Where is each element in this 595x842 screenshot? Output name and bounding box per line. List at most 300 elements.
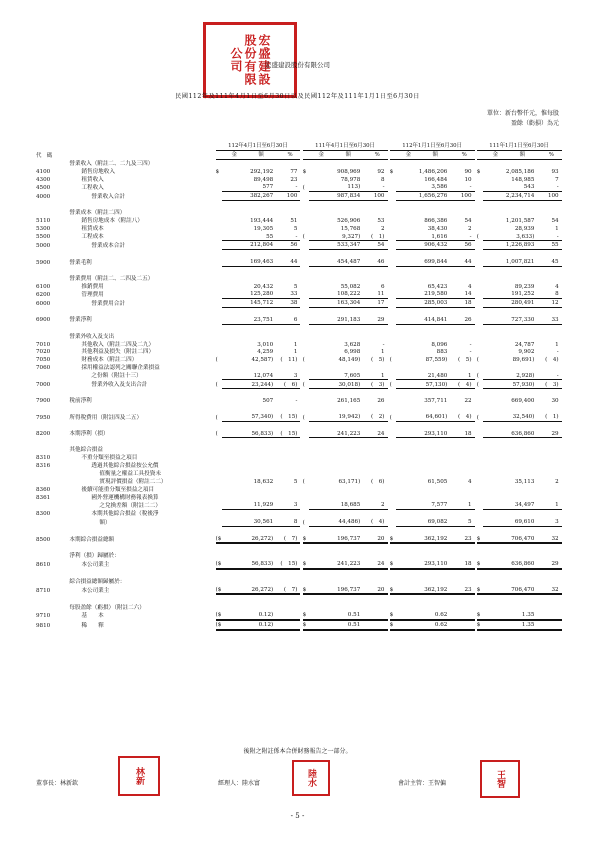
percent-cell: 4 xyxy=(468,478,472,485)
amount-cell: 23,244) xyxy=(222,380,273,389)
amount-cell: 19,305 xyxy=(253,225,274,232)
percent-cell: ( 4) xyxy=(454,380,475,389)
percent-cell: 2 xyxy=(555,478,559,485)
footnote: 後附之附註係本合併財務報告之一部分。 xyxy=(243,748,352,755)
amount-cell xyxy=(483,200,534,208)
amount-cell xyxy=(309,509,360,517)
amount-cell xyxy=(483,389,534,397)
table-row xyxy=(36,249,564,257)
percent-cell xyxy=(454,200,475,208)
row-code: 9710 xyxy=(36,613,51,620)
percent-cell xyxy=(367,620,388,630)
percent-cell: - xyxy=(454,232,475,240)
percent-cell: ( 6) xyxy=(280,380,301,389)
amount-cell: 1,201,587 xyxy=(505,217,535,224)
percent-cell xyxy=(367,543,388,552)
percent-cell: 12 xyxy=(541,299,562,308)
percent-cell: ( 4) xyxy=(454,413,475,421)
percent-cell xyxy=(541,493,562,501)
table-row xyxy=(36,470,564,478)
amount-cell xyxy=(309,552,360,560)
percent-cell: 4 xyxy=(555,283,559,290)
percent-cell xyxy=(454,594,475,603)
amount-cell xyxy=(222,324,273,332)
row-code xyxy=(36,266,65,274)
amount-cell: 219,580 xyxy=(396,290,447,298)
amount-cell xyxy=(222,470,273,478)
amount-cell xyxy=(396,307,447,315)
amount-cell xyxy=(309,578,360,586)
amount-cell xyxy=(396,485,447,493)
row-label: 營業外收入及支出合計 xyxy=(91,382,148,389)
amount-cell xyxy=(222,364,273,372)
amount-cell: 908,969 xyxy=(337,168,361,175)
percent-cell xyxy=(541,552,562,560)
row-code: 4100 xyxy=(36,168,51,175)
row-code xyxy=(36,372,65,380)
amount-cell: 0.51 xyxy=(309,620,360,630)
percent-cell: 29 xyxy=(541,430,562,438)
currency-symbol: ( xyxy=(389,382,392,389)
row-code xyxy=(36,578,65,586)
table-row xyxy=(36,232,564,240)
percent-cell xyxy=(280,594,301,603)
row-label: 本期其他綜合損益（稅後淨 xyxy=(91,511,159,518)
amount-cell xyxy=(483,526,534,534)
row-code: 6100 xyxy=(36,283,51,290)
amount-header: 金 額 xyxy=(390,150,454,159)
table-row xyxy=(36,518,564,526)
amount-cell xyxy=(483,275,534,283)
amount-cell xyxy=(483,543,534,552)
amount-cell: 362,192 xyxy=(396,586,447,595)
percent-cell: 100 xyxy=(541,192,562,201)
percent-cell xyxy=(541,405,562,413)
table-row xyxy=(36,324,564,332)
amount-cell: 18,685 xyxy=(309,501,360,509)
currency-symbol: ( xyxy=(302,357,305,364)
row-label: 其他綜合損益 xyxy=(69,447,103,454)
percent-cell: ( 15) xyxy=(280,430,301,438)
amount-cell xyxy=(483,446,534,454)
currency-symbol: $ xyxy=(477,620,484,630)
row-label xyxy=(65,266,215,274)
page-number: - 5 - xyxy=(290,812,305,820)
percent-cell: 4 xyxy=(468,283,472,290)
currency-symbol: $ xyxy=(390,611,397,620)
amount-cell xyxy=(396,446,447,454)
table-row xyxy=(36,168,564,176)
percent-cell xyxy=(454,438,475,446)
percent-cell: ( 1) xyxy=(367,232,388,240)
table-row xyxy=(36,275,564,283)
amount-cell: 57,930) xyxy=(483,380,534,389)
percent-cell xyxy=(541,594,562,603)
accountant-signature: 會計主管：王智偏 xyxy=(398,780,447,787)
percent-cell xyxy=(454,389,475,397)
percent-cell: ( 5) xyxy=(370,357,385,364)
amount-cell: 706,470 xyxy=(483,535,534,544)
percent-cell xyxy=(541,249,562,257)
table-row xyxy=(36,413,564,421)
row-code: 7020 xyxy=(36,349,51,356)
row-label xyxy=(65,526,215,534)
amount-cell xyxy=(483,332,534,340)
period-header-3: 112年1月1日至6月30日 xyxy=(390,142,475,150)
percent-cell: ( 3) xyxy=(541,380,562,389)
amount-cell xyxy=(396,454,447,462)
row-code xyxy=(36,324,65,332)
amount-cell: 987,834 xyxy=(309,192,360,201)
row-code xyxy=(36,526,65,534)
percent-cell: ( 7) xyxy=(280,586,301,595)
row-label: 營業費用合計 xyxy=(91,300,125,307)
row-code: 5000 xyxy=(36,242,51,249)
amount-cell xyxy=(396,552,447,560)
amount-cell: 28,939 xyxy=(514,225,535,232)
table-row xyxy=(36,316,564,324)
table-row xyxy=(36,348,564,356)
percent-cell: - xyxy=(469,341,472,348)
row-code: 7010 xyxy=(36,341,51,348)
row-code xyxy=(36,389,65,397)
amount-cell xyxy=(222,438,273,446)
amount-cell: 1,486,206 xyxy=(418,168,448,175)
row-code xyxy=(36,275,65,283)
currency-symbol: $ xyxy=(389,168,394,175)
amount-cell xyxy=(309,332,360,340)
percent-cell xyxy=(454,485,475,493)
table-row xyxy=(36,282,564,290)
amount-cell xyxy=(309,493,360,501)
percent-cell xyxy=(367,389,388,397)
currency-symbol: $ xyxy=(303,620,310,630)
row-label: 管理費用 xyxy=(81,291,104,298)
amount-cell xyxy=(396,332,447,340)
amount-cell: 533,347 xyxy=(309,241,360,250)
row-label xyxy=(65,249,215,257)
amount-cell xyxy=(222,275,273,283)
percent-cell xyxy=(280,200,301,208)
percent-cell xyxy=(454,332,475,340)
currency-symbol: ( xyxy=(302,478,305,485)
percent-cell xyxy=(280,485,301,493)
percent-cell xyxy=(367,569,388,578)
currency-symbol: ( xyxy=(302,519,305,526)
amount-cell: 56,833) xyxy=(222,430,273,438)
currency-symbol: ( xyxy=(215,357,218,364)
amount-cell: 636,860 xyxy=(483,560,534,569)
table-row xyxy=(36,372,564,380)
currency-symbol: ( xyxy=(476,382,479,389)
amount-cell: 291,183 xyxy=(309,316,360,324)
row-label: 值衡量之權益工具投資未 xyxy=(99,471,161,477)
amount-cell xyxy=(396,493,447,501)
amount-cell xyxy=(309,470,360,478)
percent-cell xyxy=(367,446,388,454)
percent-cell: - xyxy=(454,183,475,191)
amount-cell xyxy=(396,275,447,283)
row-code: 5110 xyxy=(36,217,51,224)
table-row xyxy=(36,159,564,167)
amount-cell: 2,928) xyxy=(483,372,534,380)
table-row xyxy=(36,594,564,603)
percent-cell xyxy=(367,364,388,372)
percent-cell xyxy=(280,209,301,217)
amount-cell xyxy=(396,159,447,167)
percent-cell xyxy=(280,266,301,274)
percent-cell xyxy=(367,249,388,257)
percent-cell: 56 xyxy=(280,241,301,250)
row-code xyxy=(36,552,65,560)
amount-cell: 526,906 xyxy=(337,217,361,224)
unit-note-1: 單位：新台幣仟元，惟每股 xyxy=(486,110,559,117)
percent-cell: 100 xyxy=(367,192,388,201)
amount-cell xyxy=(222,200,273,208)
percent-cell xyxy=(541,307,562,315)
row-code: 8300 xyxy=(36,511,51,518)
percent-cell xyxy=(280,446,301,454)
row-label xyxy=(65,438,215,446)
percent-cell xyxy=(367,332,388,340)
percent-cell: 6 xyxy=(380,283,385,290)
pct-header: % xyxy=(367,150,388,159)
amount-cell xyxy=(483,307,534,315)
currency-symbol: $ xyxy=(303,611,310,620)
percent-cell xyxy=(541,332,562,340)
amount-cell xyxy=(222,209,273,217)
percent-cell xyxy=(541,454,562,462)
percent-cell: 53 xyxy=(377,217,385,224)
amount-cell: 108,222 xyxy=(309,290,360,298)
amount-cell xyxy=(396,526,447,534)
percent-cell: 38 xyxy=(280,299,301,308)
percent-cell xyxy=(541,266,562,274)
percent-cell xyxy=(280,552,301,560)
row-code xyxy=(36,446,65,454)
amount-cell xyxy=(396,569,447,578)
percent-cell xyxy=(367,307,388,315)
row-label: 額） xyxy=(99,519,111,526)
percent-cell xyxy=(367,578,388,586)
percent-cell: 18 xyxy=(454,430,475,438)
table-row xyxy=(36,552,564,560)
percent-cell: 8 xyxy=(380,176,385,183)
table-row xyxy=(36,454,564,462)
percent-cell: - xyxy=(295,398,298,405)
amount-cell xyxy=(309,446,360,454)
percent-cell: 33 xyxy=(280,290,301,298)
amount-cell: 507 xyxy=(262,398,274,405)
percent-cell: 23 xyxy=(454,586,475,595)
row-label xyxy=(65,543,215,552)
percent-cell xyxy=(454,493,475,501)
percent-cell xyxy=(280,543,301,552)
percent-cell: ( 5) xyxy=(458,357,472,364)
amount-cell: 89,498 xyxy=(253,176,274,183)
amount-cell xyxy=(309,454,360,462)
percent-cell: 8 xyxy=(541,290,562,298)
amount-cell: 280,491 xyxy=(483,299,534,308)
amount-cell xyxy=(483,509,534,517)
table-row xyxy=(36,430,564,438)
currency-symbol: $ xyxy=(390,586,397,595)
company-seal: 宏盛建設 股份有限 公司 xyxy=(203,22,297,98)
percent-cell: 46 xyxy=(367,258,388,266)
amount-cell: 113) xyxy=(309,183,360,191)
row-code: 5300 xyxy=(36,225,51,232)
percent-cell xyxy=(367,266,388,274)
amount-cell: 866,386 xyxy=(424,217,448,224)
amount-cell xyxy=(396,324,447,332)
row-code: 8360 xyxy=(36,486,51,493)
row-label: 銷售房地收入 xyxy=(81,168,115,175)
table-row xyxy=(36,421,564,429)
currency-symbol: $ xyxy=(303,535,310,544)
table-row xyxy=(36,299,564,308)
table-row xyxy=(36,200,564,208)
amount-cell: 0.51 xyxy=(309,611,360,620)
row-label: 銷售房地成本（附註八） xyxy=(81,217,143,224)
percent-cell: 1 xyxy=(293,341,298,348)
amount-cell xyxy=(396,266,447,274)
percent-cell: 1 xyxy=(541,501,562,509)
row-label: 淨利（損）歸屬於： xyxy=(69,553,120,560)
amount-cell xyxy=(222,509,273,517)
amount-cell xyxy=(309,200,360,208)
row-code: 6200 xyxy=(36,291,51,298)
amount-cell xyxy=(309,307,360,315)
percent-cell xyxy=(454,405,475,413)
table-row xyxy=(36,258,564,266)
amount-cell: 292,192 xyxy=(250,168,274,175)
table-row xyxy=(36,462,564,470)
amount-cell: 89,239 xyxy=(514,283,535,290)
amount-cell: 48,149) xyxy=(338,357,361,364)
amount-cell xyxy=(483,470,534,478)
percent-cell xyxy=(367,421,388,429)
percent-cell xyxy=(454,611,475,620)
amount-cell: 1,007,821 xyxy=(483,258,534,266)
amount-cell: 0.62 xyxy=(396,611,447,620)
amount-cell: 11,929 xyxy=(222,501,273,509)
amount-cell: 55 xyxy=(222,232,273,240)
amount-cell xyxy=(222,446,273,454)
row-code xyxy=(36,569,65,578)
table-row xyxy=(36,266,564,274)
amount-cell: 2,085,186 xyxy=(505,168,535,175)
percent-cell xyxy=(280,603,301,611)
percent-cell xyxy=(541,578,562,586)
row-label: 其他利益及損失（附註二四） xyxy=(81,349,155,356)
row-label: 本期淨利（損） xyxy=(69,431,109,438)
row-label: 後續可能重分類至損益之項目 xyxy=(81,486,155,493)
currency-symbol: $ xyxy=(303,586,310,595)
percent-cell xyxy=(454,159,475,167)
row-label: 營業淨利 xyxy=(69,317,92,324)
percent-cell: 3 xyxy=(280,501,301,509)
amount-cell: 38,430 xyxy=(427,225,448,232)
row-code: 8310 xyxy=(36,455,51,462)
row-label: 營業外收入及支出 xyxy=(69,333,115,340)
amount-cell xyxy=(309,364,360,372)
table-row xyxy=(36,446,564,454)
row-label: 基 本 xyxy=(81,613,104,620)
amount-cell: 699,844 xyxy=(396,258,447,266)
percent-cell: 10 xyxy=(464,176,472,183)
period-header-2: 111年4月1日至6月30日 xyxy=(303,142,388,150)
percent-cell: - xyxy=(280,183,301,191)
row-label: 透過其他綜合損益按公允價 xyxy=(91,463,159,470)
row-label: 其他收入（附註二四及二九） xyxy=(81,341,155,348)
row-label: 租賃收入 xyxy=(81,176,104,183)
percent-cell: 17 xyxy=(367,299,388,308)
amount-cell: 577 xyxy=(222,183,273,191)
percent-cell: ( 11) xyxy=(280,357,298,364)
amount-cell xyxy=(483,552,534,560)
percent-cell xyxy=(454,578,475,586)
percent-cell: 93 xyxy=(551,168,559,175)
row-label: 之份額（附註十三） xyxy=(91,373,142,380)
percent-cell xyxy=(454,446,475,454)
percent-cell: 30 xyxy=(551,398,559,405)
amount-cell xyxy=(309,389,360,397)
percent-cell: 3 xyxy=(280,372,301,380)
percent-cell xyxy=(280,307,301,315)
row-label: 不重分類至損益之項目 xyxy=(81,455,138,462)
row-label xyxy=(65,569,215,578)
amount-cell: 293,110 xyxy=(396,430,447,438)
amount-cell xyxy=(222,332,273,340)
table-row xyxy=(36,478,564,486)
amount-cell: 906,432 xyxy=(396,241,447,250)
row-code xyxy=(36,159,65,167)
amount-cell: 34,497 xyxy=(483,501,534,509)
percent-cell xyxy=(367,462,388,470)
row-label: 營業收入合計 xyxy=(91,193,125,200)
amount-cell: 727,330 xyxy=(483,316,534,324)
amount-cell: 9,327) xyxy=(309,232,360,240)
percent-cell xyxy=(280,421,301,429)
row-label: 營業成本（附註二四） xyxy=(69,210,126,216)
row-code xyxy=(36,307,65,315)
row-label: 租賃成本 xyxy=(81,225,104,232)
amount-cell: 883 xyxy=(436,349,448,356)
percent-cell: 1 xyxy=(380,349,385,356)
row-code xyxy=(36,478,65,486)
percent-cell: 1 xyxy=(293,349,298,356)
percent-cell: 5 xyxy=(293,283,298,290)
table-row xyxy=(36,438,564,446)
amount-cell: 8,096 xyxy=(431,341,448,348)
percent-cell: 23 xyxy=(290,176,298,183)
currency-symbol: $ xyxy=(303,560,310,569)
percent-cell: ( 7) xyxy=(280,535,301,544)
amount-cell xyxy=(483,594,534,603)
amount-cell xyxy=(396,594,447,603)
percent-cell xyxy=(454,209,475,217)
row-code xyxy=(36,518,65,526)
percent-cell: 55 xyxy=(541,241,562,250)
table-row xyxy=(36,397,564,405)
percent-cell: 56 xyxy=(454,241,475,250)
percent-cell xyxy=(367,485,388,493)
amount-cell: 44,486) xyxy=(309,518,360,526)
amount-cell xyxy=(222,543,273,552)
amount-cell: 1,226,893 xyxy=(483,241,534,250)
amount-cell: 212,804 xyxy=(222,241,273,250)
percent-cell: 1 xyxy=(454,501,475,509)
